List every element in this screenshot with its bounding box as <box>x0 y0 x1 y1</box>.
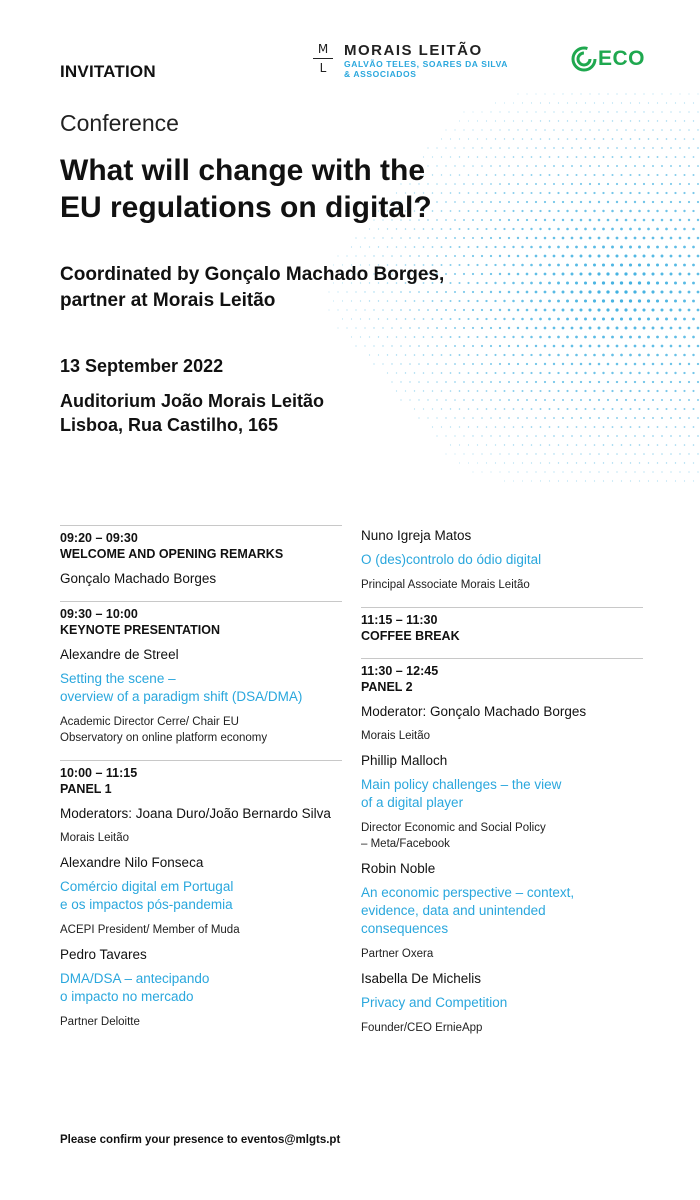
slot-kind: PANEL 1 <box>60 782 112 796</box>
speaker-role: Partner Deloitte <box>60 1016 140 1028</box>
speaker-role: Founder/CEO ErnieApp <box>361 1022 483 1034</box>
ml-monogram-icon: M L <box>312 42 334 75</box>
speaker-role: Partner Oxera <box>361 948 434 960</box>
logo-firm-subtitle: GALVÃO TELES, SOARES DA SILVA & ASSOCIADOS <box>344 59 508 79</box>
slot-time: 11:30 – 12:45 <box>361 664 439 678</box>
talk-title: An economic perspective – context, evidence, data and unintended consequences <box>361 885 575 936</box>
invitation-label: INVITATION <box>60 62 156 81</box>
talk-title: DMA/DSA – antecipando o impacto no mercado <box>60 971 210 1004</box>
slot-kind: PANEL 2 <box>361 680 413 694</box>
speaker-name: Phillip Malloch <box>361 753 448 768</box>
speaker-name: Isabella De Michelis <box>361 971 482 986</box>
morais-leitao-logo <box>312 42 532 82</box>
moderator-role: Morais Leitão <box>361 730 431 742</box>
program-slot <box>60 525 342 587</box>
moderator-name: Moderator: Gonçalo Machado Borges <box>361 704 587 719</box>
talk-title: Main policy challenges – the view of a digital player <box>361 777 562 810</box>
slot-time: 09:20 – 09:30 <box>60 531 138 545</box>
eco-swirl-icon <box>570 45 598 73</box>
program-slot <box>361 658 643 1036</box>
moderator-name: Moderators: Joana Duro/João Bernardo Silva <box>60 806 331 821</box>
program-column-left <box>60 525 342 1030</box>
speaker-role: Director Economic and Social Policy – Meta/Facebook <box>361 822 546 850</box>
slot-time: 11:15 – 11:30 <box>361 613 438 627</box>
speaker-role: Principal Associate Morais Leitão <box>361 579 530 591</box>
program-column-right <box>361 525 643 1036</box>
talk-title: Comércio digital em Portugal e os impactos pós-pandemia <box>60 879 234 912</box>
program-slot <box>60 760 342 1030</box>
slot-kind: KEYNOTE PRESENTATION <box>60 623 220 637</box>
rsvp-text: Please confirm your presence to <box>60 1134 241 1146</box>
program-slot <box>361 527 643 593</box>
talk-title: Privacy and Competition <box>361 995 508 1010</box>
speaker-name: Gonçalo Machado Borges <box>60 571 217 586</box>
event-type: Conference <box>60 110 179 136</box>
eco-logo-text: ECO <box>598 47 646 70</box>
event-title: What will change with the EU regulations on digital? <box>60 154 432 224</box>
speaker-name: Alexandre de Streel <box>60 647 179 662</box>
event-date: 13 September 2022 <box>60 356 224 376</box>
rsvp-footer <box>60 1134 340 1146</box>
speaker-name: Robin Noble <box>361 861 436 876</box>
slot-time: 09:30 – 10:00 <box>60 607 138 621</box>
speaker-name: Pedro Tavares <box>60 947 147 962</box>
talk-title: Setting the scene – overview of a paradigm shift (DSA/DMA) <box>60 671 303 704</box>
speaker-name: Nuno Igreja Matos <box>361 528 472 543</box>
program-slot <box>361 607 643 644</box>
moderator-role: Morais Leitão <box>60 832 130 844</box>
slot-time: 10:00 – 11:15 <box>60 766 138 780</box>
slot-kind: WELCOME AND OPENING REMARKS <box>60 547 284 561</box>
event-coordinator: Coordinated by Gonçalo Machado Borges, partner at Morais Leitão <box>60 264 445 311</box>
slot-kind: COFFEE BREAK <box>361 629 460 643</box>
speaker-role: ACEPI President/ Member of Muda <box>60 924 240 936</box>
talk-title: O (des)controlo do ódio digital <box>361 552 542 567</box>
speaker-name: Alexandre Nilo Fonseca <box>60 855 204 870</box>
event-venue: Auditorium João Morais Leitão Lisboa, Rua Castilho, 165 <box>60 391 325 435</box>
rsvp-email-link[interactable]: eventos@mlgts.pt <box>240 1134 341 1146</box>
eco-logo <box>570 45 645 75</box>
speaker-role: Academic Director Cerre/ Chair EU Observatory on online platform economy <box>60 716 268 744</box>
logo-firm-name: MORAIS LEITÃO <box>344 42 483 59</box>
program-slot <box>60 601 342 746</box>
